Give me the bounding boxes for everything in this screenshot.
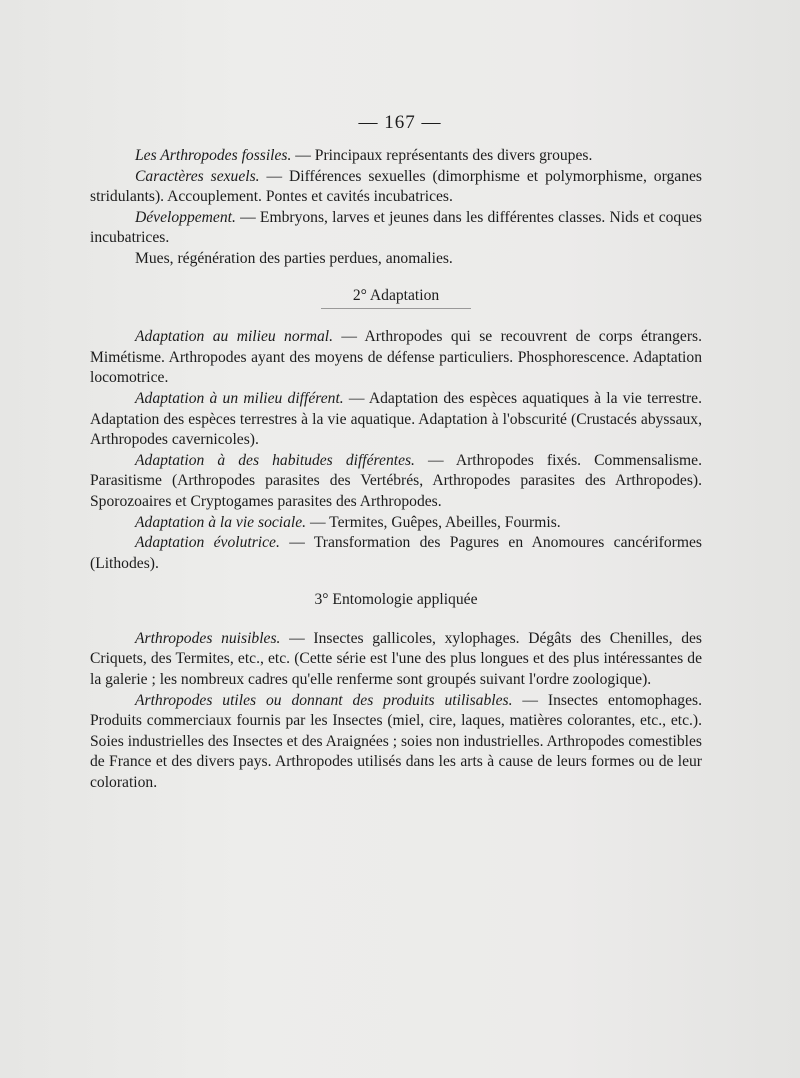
paragraph-milieu-normal <box>90 327 702 389</box>
paragraph-mues <box>90 249 702 270</box>
paragraph-text: — Insectes gallicoles, xylophages. Dégâts des Chenilles, des Criquets, des Termites, etc., etc. (Cette série est l'une des plus longues et des plus intéressantes de la galerie ; les nombreux cadres qu'elle renferme sont groupés suivant l'ordre zoologique). <box>90 629 702 689</box>
paragraph-developpement <box>90 208 702 249</box>
paragraph-milieu-different <box>90 389 702 451</box>
paragraph-habitudes-differentes <box>90 451 702 513</box>
page-number: — 167 — <box>358 112 442 133</box>
paragraph-label: Adaptation à un milieu différent. <box>135 389 344 407</box>
section-heading-entomologie <box>90 590 702 611</box>
paragraph-fossiles <box>90 146 702 167</box>
paragraph-text: — Termites, Guêpes, Abeilles, Fourmis. <box>306 513 561 531</box>
heading-rule <box>321 308 471 309</box>
paragraph-vie-sociale <box>90 513 702 534</box>
paragraph-text: — Adaptation des espèces aquatiques à la vie terrestre. Adaptation des espèces terrestres à la vie aquatique. Adaptation à l'obscurité (Crustacés abyssaux, Arthropodes cavernicoles). <box>90 389 702 449</box>
section-heading-text: 2° Adaptation <box>352 286 440 304</box>
page-body <box>90 146 702 794</box>
paragraph-label: Les Arthropodes fossiles. <box>135 147 292 164</box>
paragraph-text: — Arthropodes fixés. Commensalisme. Parasitisme (Arthropodes parasites des Vertébrés, Arthropodes parasites des Arthropodes). Sporozoaires et Cryptogames parasites des Arthropodes. <box>90 451 703 510</box>
section-heading-text: 3° Entomologie appliquée <box>314 591 478 609</box>
paragraph-evolutrice <box>90 533 702 574</box>
paragraph-text: Mues, régénération des parties perdues, anomalies. <box>135 249 453 267</box>
paragraph-text: — Arthropodes qui se recouvrent de corps étrangers. Mimétisme. Arthropodes ayant des moyens de défense particuliers. Phosphorescence. Adaptation locomotrice. <box>90 328 702 387</box>
paragraph-label: Arthropodes utiles ou donnant des produits utilisables. <box>135 691 513 709</box>
paragraph-text: — Différences sexuelles (dimorphisme et polymorphisme, organes stridulants). Accouplement. Pontes et cavités incubatrices. <box>90 167 702 206</box>
paragraph-label: Adaptation au milieu normal. <box>135 328 334 346</box>
paragraph-nuisibles <box>90 629 702 691</box>
paragraph-text: — Embryons, larves et jeunes dans les différentes classes. Nids et coques incubatrices. <box>90 208 702 247</box>
paragraph-label: Adaptation évolutrice. <box>135 534 280 552</box>
paragraph-label: Caractères sexuels. <box>135 167 260 185</box>
paragraph-text: — Principaux représentants des divers groupes. <box>291 147 593 164</box>
paragraph-text: — Transformation des Pagures en Anomoures cancériformes (Lithodes). <box>90 534 702 572</box>
paragraph-label: Adaptation à des habitudes différentes. <box>135 451 415 469</box>
paragraph-caracteres-sexuels <box>90 167 702 208</box>
section-heading-adaptation <box>90 286 702 310</box>
paragraph-text: — Insectes entomophages. Produits commerciaux fournis par les Insectes (miel, cire, laques, matières colorantes, etc., etc.). Soies industrielles des Insectes et des Araignées ; soies non industrielles. Arthropodes comestibles de France et des divers pays. Arthropodes utilisés dans les arts à cause de leurs formes ou de leur coloration. <box>90 691 702 792</box>
paragraph-label: Adaptation à la vie sociale. <box>135 513 307 531</box>
paragraph-label: Arthropodes nuisibles. <box>135 629 281 647</box>
paragraph-utiles <box>90 691 702 794</box>
paragraph-label: Développement. <box>135 208 236 226</box>
